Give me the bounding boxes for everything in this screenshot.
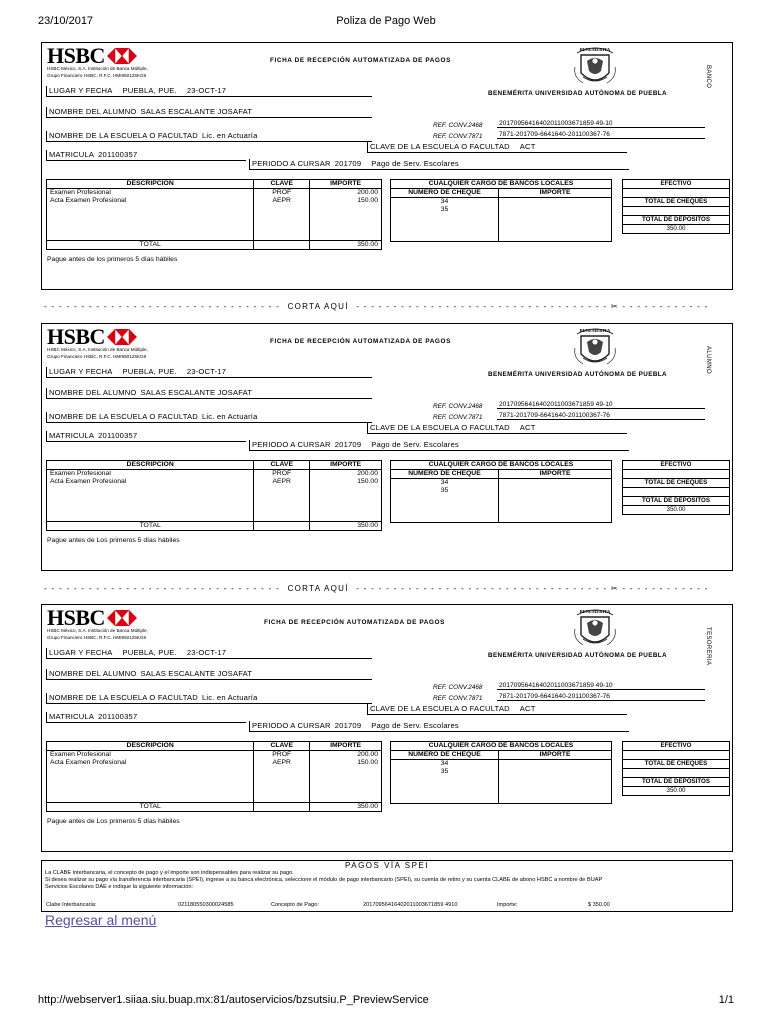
spei-line-3: Servicios Escolares DAE e indique la siguiente información:: [45, 883, 193, 890]
hsbc-logo: [47, 324, 148, 359]
hsbc-hexagon-icon: [107, 329, 137, 345]
descripcion-cell: Examen Profesional Acta Examen Profesional: [47, 189, 254, 241]
place-date-field: LUGAR Y FECHA PUEBLA, PUE. 23-OCT-17: [46, 86, 372, 97]
importe-value: $ 350.00: [588, 902, 610, 908]
total-label: TOTAL: [47, 803, 254, 812]
cut-here-label: CORTA AQUÍ: [287, 584, 349, 593]
importe-cell: 200.00 150.00: [310, 751, 382, 803]
col-cheque-amount: IMPORTE: [499, 189, 612, 198]
total-depositos-label: TOTAL DE DEPÓSITOS: [623, 216, 730, 225]
scissors-icon: ✂: [610, 584, 619, 593]
period-field: PERIODO A CURSAR 201709 Pago de Serv. Escolares: [249, 721, 629, 732]
total-depositos-value: 350.00: [623, 787, 730, 796]
spei-line-1: La CLABE interbancaria, el concepto de pago y el importe son indispensables para realizar su pago.: [45, 870, 294, 876]
print-title: Poliza de Pago Web: [336, 15, 436, 27]
spei-line-2: Si desea realizar su pago vía transferencia interbancaria (SPEI), ingrese a su banca electrónica, seleccione el módulo de pago interbancario (SPEI), su cuenta de retiro y su cuenta CLABE de abono HSBC a nombre de BUAP: [45, 876, 603, 883]
spei-title: PAGOS VÍA SPEI: [345, 861, 429, 870]
school-name-field: NOMBRE DE LA ESCUELA O FACULTAD Lic. en Actuaría: [46, 412, 372, 423]
concept-table: [46, 741, 382, 812]
col-descripcion: DESCRIPCION: [47, 461, 254, 470]
matricula-field: MATRICULA 201100357: [46, 431, 246, 442]
col-descripcion: DESCRIPCION: [47, 180, 254, 189]
ref-conv-2468-value: 20170956416402011003671859 49-10: [497, 401, 705, 409]
spei-section: [41, 860, 733, 912]
bank-subtitle-2: Grupo Financiero HSBC, R.F.C. HMI950125KG8: [47, 353, 147, 359]
bank-subtitle-2: Grupo Financiero HSBC, R.F.C. HMI950125KG8: [47, 72, 147, 78]
local-bank-title: CUALQUIER CARGO DE BANCOS LOCALES: [391, 180, 612, 189]
ref-conv-7871-label: REF. CONV.7871: [433, 133, 483, 140]
university-name: BENEMÉRITA UNIVERSIDAD AUTÓNOMA DE PUEBLA: [488, 371, 667, 378]
cheque-numbers: 34 35: [391, 760, 499, 804]
clave-cell: PROF AEPR: [254, 189, 310, 241]
ref-conv-2468-label: REF. CONV.2468: [433, 403, 483, 410]
efectivo-label: EFECTIVO: [623, 461, 730, 470]
university-name: BENEMÉRITA UNIVERSIDAD AUTÓNOMA DE PUEBLA: [488, 90, 667, 97]
bank-subtitle-1: HSBC México, S.A. Institución de Banca Múltiple,: [47, 628, 148, 633]
print-page: 1/1: [718, 994, 734, 1006]
total-cheques-label: TOTAL DE CHEQUES: [623, 760, 730, 769]
student-name-field: NOMBRE DEL ALUMNO SALAS ESCALANTE JOSAFAT: [46, 669, 372, 680]
col-clave: CLAVE: [254, 742, 310, 751]
hsbc-hexagon-icon: [107, 48, 137, 64]
cut-line: - - - - - - - - - - - - - - - - - - - - - - - - - - - - - - - - CORTA AQUÍ - - - - - - - - - - - - - - - - - - - - - - - - - - - - - - - - - - ✂ - - - - - - - - - - - -: [44, 302, 709, 311]
total-depositos-label: TOTAL DE DEPÓSITOS: [623, 497, 730, 506]
slip-title: FICHA DE RECEPCIÓN AUTOMATIZADA DE PAGOS: [264, 619, 445, 626]
bank-subtitle-1: HSBC México, S.A. Institución de Banca Múltiple,: [47, 347, 148, 352]
slip-title: FICHA DE RECEPCIÓN AUTOMATIZADA DE PAGOS: [270, 57, 451, 64]
col-descripcion: DESCRIPCION: [47, 742, 254, 751]
school-key-field: CLAVE DE LA ESCUELA O FACULTAD ACT: [367, 423, 627, 434]
payment-slip-1: [41, 42, 733, 290]
cheque-numbers: 34 35: [391, 479, 499, 523]
ref-conv-2468-value: 20170956416402011003671859 49-10: [497, 682, 705, 690]
ref-conv-7871-value: 7871-201709-6641640-201100367-76: [497, 693, 705, 701]
hsbc-logo: [47, 605, 148, 640]
scissors-icon: ✂: [610, 302, 619, 311]
col-importe: IMPORTE: [310, 180, 382, 189]
totals-table: [622, 460, 730, 515]
cut-here-label: CORTA AQUÍ: [287, 302, 349, 311]
col-cheque-amount: IMPORTE: [499, 751, 612, 760]
university-seal-icon: [569, 324, 621, 370]
local-bank-title: CUALQUIER CARGO DE BANCOS LOCALES: [391, 742, 612, 751]
school-name-field: NOMBRE DE LA ESCUELA O FACULTAD Lic. en Actuaría: [46, 131, 372, 142]
efectivo-label: EFECTIVO: [623, 742, 730, 751]
period-field: PERIODO A CURSAR 201709 Pago de Serv. Escolares: [249, 440, 629, 451]
ref-conv-2468-value: 20170956416402011003671859 49-10: [497, 120, 705, 128]
totals-table: [622, 741, 730, 796]
concepto-value: 20170956416402011003671859 4910: [363, 902, 458, 908]
ref-conv-7871-value: 7871-201709-6641640-201100367-76: [497, 412, 705, 420]
svg-text:BENEMÉRITA: BENEMÉRITA: [579, 609, 611, 614]
efectivo-label: EFECTIVO: [623, 180, 730, 189]
university-name: BENEMÉRITA UNIVERSIDAD AUTÓNOMA DE PUEBLA: [488, 652, 667, 659]
col-importe: IMPORTE: [310, 742, 382, 751]
local-bank-title: CUALQUIER CARGO DE BANCOS LOCALES: [391, 461, 612, 470]
copy-label: TESORERIA: [705, 627, 711, 666]
col-cheque-number: NUMERO DE CHEQUE: [391, 470, 499, 479]
col-cheque-number: NUMERO DE CHEQUE: [391, 189, 499, 198]
totals-table: [622, 179, 730, 234]
place-date-field: LUGAR Y FECHA PUEBLA, PUE. 23-OCT-17: [46, 367, 372, 378]
concept-table: [46, 460, 382, 531]
total-value: 350.00: [310, 522, 382, 531]
print-url: http://webserver1.siiaa.siu.buap.mx:81/autoservicios/bzsutsiu.P_PreviewService: [38, 994, 429, 1006]
student-name-field: NOMBRE DEL ALUMNO SALAS ESCALANTE JOSAFAT: [46, 107, 372, 118]
clabe-value: 021180550300024585: [178, 902, 234, 908]
bank-subtitle-1: HSBC México, S.A. Institución de Banca Múltiple,: [47, 66, 148, 71]
clabe-label: Clabe Interbancaria:: [46, 902, 97, 908]
print-footer: [38, 994, 734, 1006]
concept-table: [46, 179, 382, 250]
total-cheques-label: TOTAL DE CHEQUES: [623, 479, 730, 488]
col-cheque-number: NUMERO DE CHEQUE: [391, 751, 499, 760]
hsbc-logo: [47, 43, 148, 78]
copy-label: ALUMNO: [705, 346, 711, 375]
col-importe: IMPORTE: [310, 461, 382, 470]
cheque-numbers: 34 35: [391, 198, 499, 242]
university-seal-icon: [569, 605, 621, 651]
col-clave: CLAVE: [254, 461, 310, 470]
concepto-label: Concepto de Pago:: [271, 902, 319, 908]
print-date: 23/10/2017: [38, 15, 94, 27]
university-seal-icon: [569, 43, 621, 89]
local-bank-table: [390, 460, 612, 523]
school-key-field: CLAVE DE LA ESCUELA O FACULTAD ACT: [367, 142, 627, 153]
student-name-field: NOMBRE DEL ALUMNO SALAS ESCALANTE JOSAFAT: [46, 388, 372, 399]
total-label: TOTAL: [47, 522, 254, 531]
descripcion-cell: Examen Profesional Acta Examen Profesional: [47, 751, 254, 803]
back-to-menu-link[interactable]: Regresar al menú: [45, 912, 157, 928]
total-depositos-value: 350.00: [623, 506, 730, 515]
total-cheques-label: TOTAL DE CHEQUES: [623, 198, 730, 207]
cut-line: - - - - - - - - - - - - - - - - - - - - - - - - - - - - - - - - CORTA AQUÍ - - - - - - - - - - - - - - - - - - - - - - - - - - - - - - - - - - ✂ - - - - - - - - - - - -: [44, 584, 709, 593]
local-bank-table: [390, 741, 612, 804]
slip-title: FICHA DE RECEPCIÓN AUTOMATIZADA DE PAGOS: [270, 338, 451, 345]
col-cheque-amount: IMPORTE: [499, 470, 612, 479]
copy-label: BANCO: [705, 65, 711, 89]
bank-name: HSBC: [47, 605, 105, 630]
school-name-field: NOMBRE DE LA ESCUELA O FACULTAD Lic. en Actuaría: [46, 693, 372, 704]
importe-label: Importe:: [497, 902, 518, 908]
matricula-field: MATRICULA 201100357: [46, 712, 246, 723]
descripcion-cell: Examen Profesional Acta Examen Profesional: [47, 470, 254, 522]
clave-cell: PROF AEPR: [254, 470, 310, 522]
payment-slip-3: [41, 604, 733, 852]
ref-conv-2468-label: REF. CONV.2468: [433, 122, 483, 129]
period-field: PERIODO A CURSAR 201709 Pago de Serv. Escolares: [249, 159, 629, 170]
payment-deadline-note: Pague antes de Los primeros 5 días hábiles: [47, 537, 180, 544]
print-header: [38, 15, 734, 27]
hsbc-hexagon-icon: [107, 610, 137, 626]
total-depositos-value: 350.00: [623, 225, 730, 234]
local-bank-table: [390, 179, 612, 242]
svg-text:BENEMÉRITA: BENEMÉRITA: [579, 47, 611, 52]
importe-cell: 200.00 150.00: [310, 189, 382, 241]
total-value: 350.00: [310, 241, 382, 250]
col-clave: CLAVE: [254, 180, 310, 189]
place-date-field: LUGAR Y FECHA PUEBLA, PUE. 23-OCT-17: [46, 648, 372, 659]
ref-conv-7871-value: 7871-201709-6641640-201100367-76: [497, 131, 705, 139]
ref-conv-7871-label: REF. CONV.7871: [433, 695, 483, 702]
matricula-field: MATRICULA 201100357: [46, 150, 246, 161]
svg-text:BENEMÉRITA: BENEMÉRITA: [579, 328, 611, 333]
ref-conv-7871-label: REF. CONV.7871: [433, 414, 483, 421]
bank-name: HSBC: [47, 324, 105, 349]
clave-cell: PROF AEPR: [254, 751, 310, 803]
total-label: TOTAL: [47, 241, 254, 250]
school-key-field: CLAVE DE LA ESCUELA O FACULTAD ACT: [367, 704, 627, 715]
bank-subtitle-2: Grupo Financiero HSBC, R.F.C. HMI950125KG8: [47, 634, 147, 640]
payment-deadline-note: Pague antes de Los primeros 5 días hábiles: [47, 818, 180, 825]
payment-deadline-note: Pague antes de los primeros 5 días hábiles: [47, 256, 178, 263]
bank-name: HSBC: [47, 43, 105, 68]
payment-slip-2: [41, 323, 733, 571]
total-value: 350.00: [310, 803, 382, 812]
total-depositos-label: TOTAL DE DEPÓSITOS: [623, 778, 730, 787]
importe-cell: 200.00 150.00: [310, 470, 382, 522]
ref-conv-2468-label: REF. CONV.2468: [433, 684, 483, 691]
